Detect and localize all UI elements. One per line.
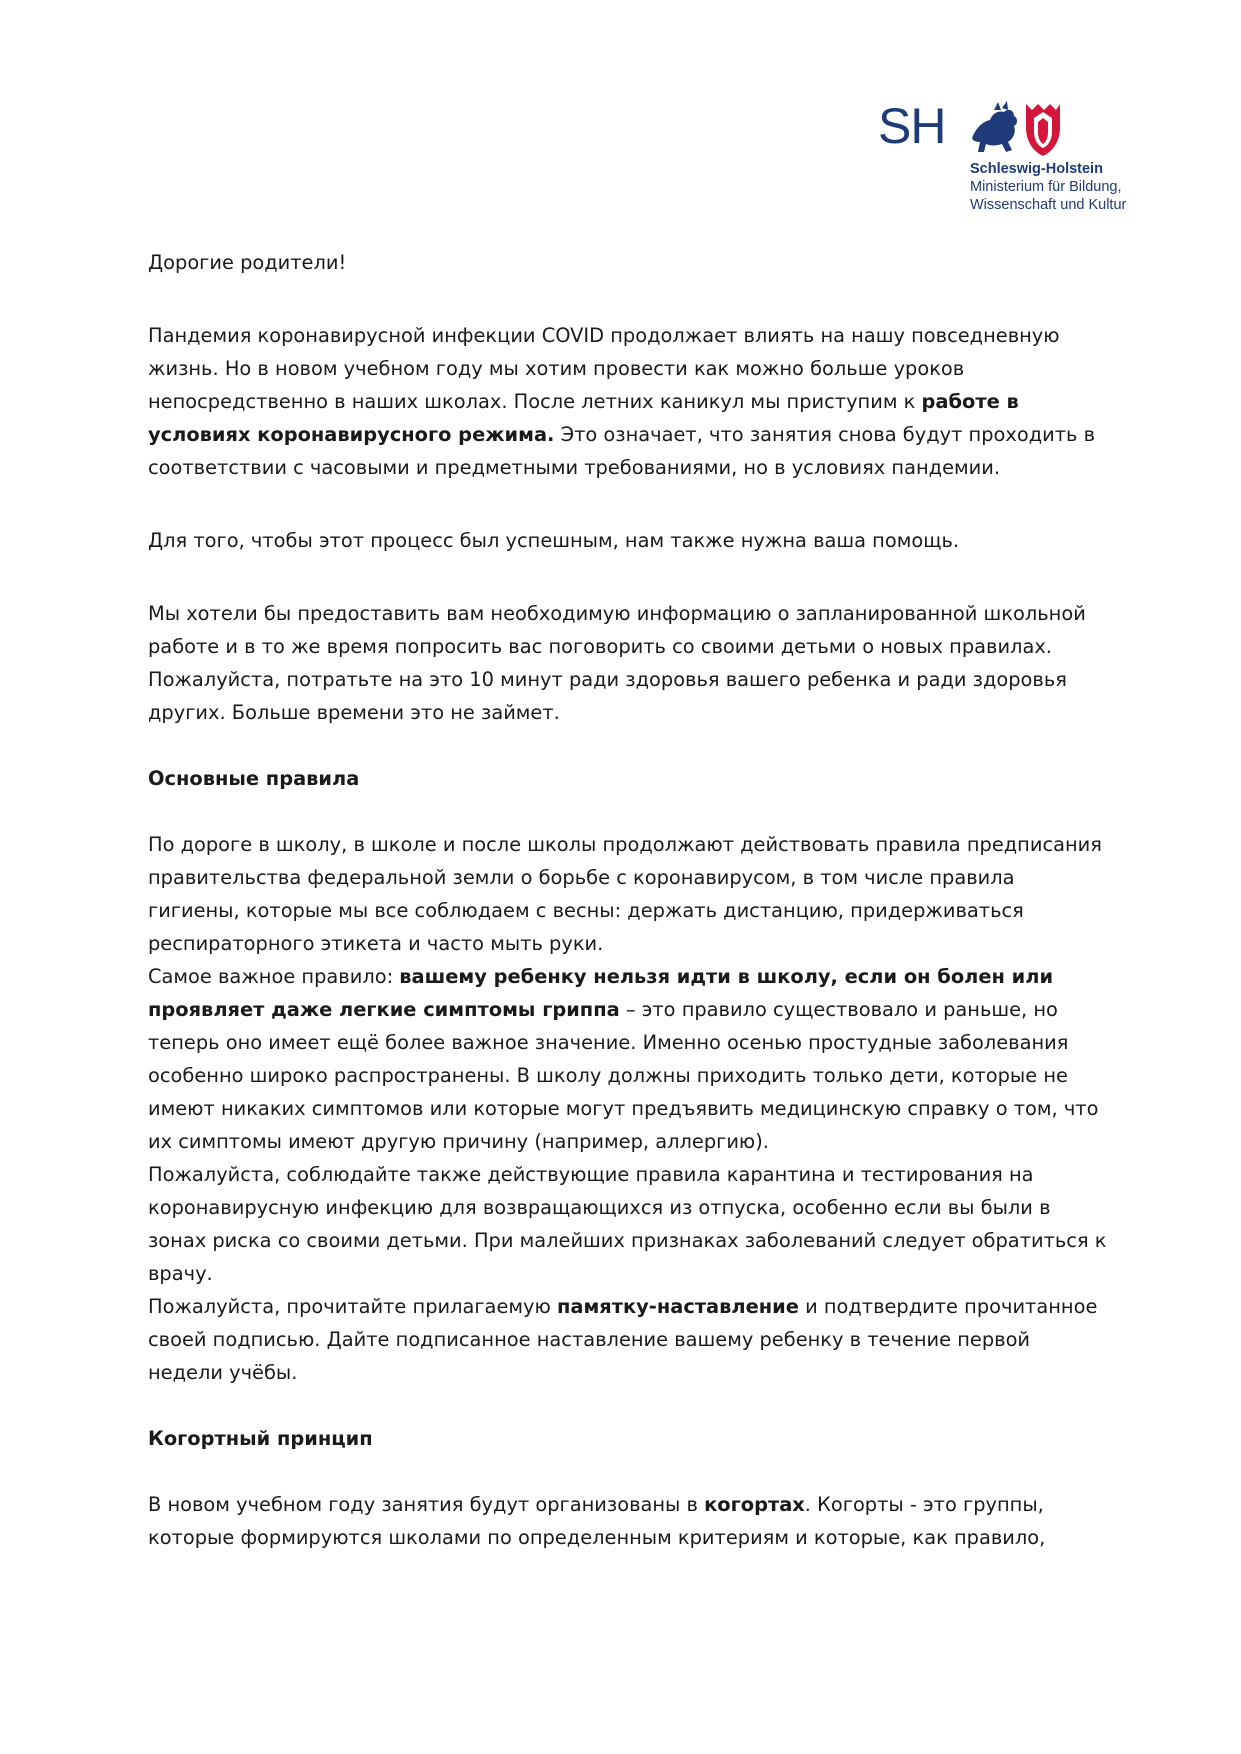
paragraph-rules-4-bold: памятку-наставление <box>556 1295 799 1318</box>
paragraph-intro-text-2: Это означает, что занятия снова будут проходить в соответствии с часовыми и предметными требованиями, но в условиях пандемии. <box>148 423 1096 479</box>
paragraph-rules-4-text-1: Пожалуйста, прочитайте прилагаемую <box>148 1295 557 1318</box>
paragraph-rules-4 <box>148 1290 1108 1389</box>
paragraph-rules-2 <box>148 960 1108 1158</box>
logo-org-name: Schleswig-Holstein <box>970 161 1103 177</box>
greeting: Дорогие родители! <box>148 251 347 274</box>
paragraph-rules-3: Пожалуйста, соблюдайте также действующие правила карантина и тестирования на коронавирусную инфекцию для возвращающихся из отпуска, особенно если вы были в зонах риска со своими детьми. При малейших признаках заболеваний следует обратиться к врачу. <box>148 1163 1107 1285</box>
paragraph-intro-bold: работе в условиях коронавирусного режима. <box>148 390 1019 446</box>
heading-basic-rules: Основные правила <box>148 767 360 790</box>
paragraph-intro-text-1: Пандемия коронавирусной инфекции COVID продолжает влиять на нашу повседневную жизнь. Но в новом учебном году мы хотим провести как можно больше уроков непосредственно в наших школах. После летних каникул мы приступим к <box>148 324 1060 413</box>
paragraph-intro <box>148 319 1108 484</box>
paragraph-cohort <box>148 1488 1108 1554</box>
paragraph-info: Мы хотели бы предоставить вам необходимую информацию о запланированной школьной работе и в то же время попросить вас поговорить со своими детьми о новых правилах. Пожалуйста, потратьте на это 10 минут ради здоровья вашего ребенка и ради здоровья других. Больше времени это не займет. <box>148 602 1086 724</box>
logo-ministry-line-2: Wissenschaft und Kultur <box>970 197 1127 213</box>
letter-body <box>148 246 1108 1554</box>
paragraph-help: Для того, чтобы этот процесс был успешным, нам также нужна ваша помощь. <box>148 529 960 552</box>
logo-mark: SH <box>878 98 946 154</box>
paragraph-rules-2-text-2: – это правило существовало и раньше, но теперь оно имеет ещё более важное значение. Именно осенью простудные заболевания особенно широко распространены. В школу должны приходить только дети, которые не имеют никаких симптомов или которые могут предъявить медицинскую справку о том, что их симптомы имеют другую причину (например, аллергию). <box>148 998 1099 1153</box>
logo-ministry-line-1: Ministerium für Bildung, <box>970 179 1122 195</box>
coat-of-arms-icon <box>968 98 1064 158</box>
paragraph-cohort-bold: когортах <box>704 1493 805 1516</box>
paragraph-cohort-text-2: . Когорты - это группы, которые формируются школами по определенным критериям и которые, как правило, <box>148 1493 1046 1549</box>
heading-cohort-principle: Когортный принцип <box>148 1427 373 1450</box>
paragraph-cohort-text-1: В новом учебном году занятия будут организованы в <box>148 1493 705 1516</box>
logo-text <box>970 160 1126 214</box>
paragraph-rules-2-bold: вашему ребенку нельзя идти в школу, если он болен или проявляет даже легкие симптомы гриппа <box>148 965 1054 1021</box>
paragraph-rules-4-text-2: и подтвердите прочитанное своей подписью. Дайте подписанное наставление вашему ребенку в течение первой недели учёбы. <box>148 1295 1098 1384</box>
ministry-logo <box>878 98 1140 214</box>
paragraph-rules-2-text-1: Самое важное правило: <box>148 965 400 988</box>
paragraph-rules-1: По дороге в школу, в школе и после школы продолжают действовать правила предписания правительства федеральной земли о борьбе с коронавирусом, в том числе правила гигиены, которые мы все соблюдаем с весны: держать дистанцию, придерживаться респираторного этикета и часто мыть руки. <box>148 833 1102 955</box>
